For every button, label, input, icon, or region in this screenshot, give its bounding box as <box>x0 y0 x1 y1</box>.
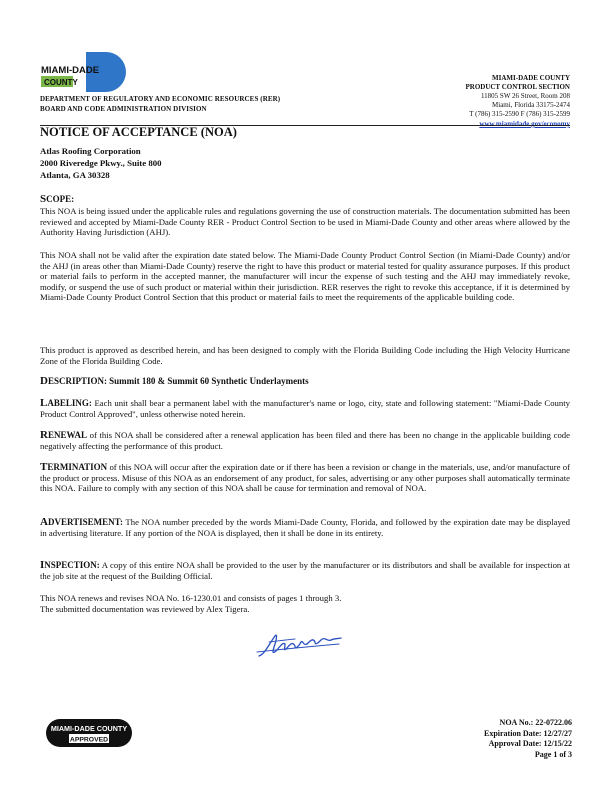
advertisement-text: The NOA number preceded by the words Miami-Dade County, Florida, and followed by the expiration date may be displayed in advertising literature. If any portion of the NOA is displayed, then it shall be done in its entirety. <box>40 517 571 538</box>
expiration-date: Expiration Date: 12/27/27 <box>484 728 572 738</box>
approval-date: Approval Date: 12/15/22 <box>488 739 572 748</box>
advertisement-section <box>40 517 570 538</box>
advertisement-heading-cap: A <box>40 516 48 528</box>
department-line-2: BOARD AND CODE ADMINISTRATION DIVISION <box>40 105 207 113</box>
termination-section <box>40 462 570 494</box>
closing-line-2: The submitted documentation was reviewed by Alex Tigera. <box>40 604 250 614</box>
labeling-heading: ABELING: <box>47 398 92 408</box>
renewal-section <box>40 430 570 451</box>
scope-paragraph-1: This NOA is being issued under the applicable rules and regulations governing the use of construction materials. The documentation submitted has been reviewed and accepted by Miami-Dade County RER - Product Control Section to be used in Miami-Dade County and other areas where allowed by the Authority Having Jurisdiction (AHJ). <box>40 206 570 238</box>
office-phone: T (786) 315-2590 F (786) 315-2599 <box>469 110 570 118</box>
description-heading: ESCRIPTION: <box>47 376 107 386</box>
scope-heading: SCOPE: <box>40 193 75 205</box>
noa-footer <box>400 718 572 760</box>
noa-number: NOA No.: 22-0722.06 <box>499 718 572 727</box>
page-title: NOTICE OF ACCEPTANCE (NOA) <box>40 125 237 139</box>
section-name: PRODUCT CONTROL SECTION <box>465 83 570 91</box>
termination-heading-cap: T <box>40 461 48 473</box>
scope-paragraph-2: This NOA shall not be valid after the expiration date stated below. The Miami-Dade County Product Control Section (in Miami-Dade County) and/or the AHJ (in areas other than Miami-Dade County) reserve the right to have this product or material tested for quality assurance purposes. If this product or material fails to perform in the accepted manner, the manufacturer will incur the expense of such testing and the AHJ may immediately revoke, modify, or suspend the use of such product or material within their jurisdiction. RER reserves the right to revoke this acceptance, if it is determined by Miami-Dade County Product Control Section that this product or material fails to meet the requirements of the applicable building code. <box>40 250 570 303</box>
reviewer-signature <box>255 630 345 664</box>
labeling-text: Each unit shall bear a permanent label with the manufacturer's name or logo, city, state and following statement: "Miami-Dade County Product Control Approved", unless otherwise noted herein. <box>40 398 571 419</box>
office-street: 11805 SW 26 Street, Room 208 <box>480 92 570 100</box>
inspection-section <box>40 560 570 581</box>
scope-paragraph-3: This product is approved as described herein, and has been designed to comply with the Florida Building Code including the High Velocity Hurricane Zone of the Florida Building Code. <box>40 345 570 366</box>
logo-text-line2: COUNTY <box>44 78 78 87</box>
office-contact-block <box>400 74 570 129</box>
termination-heading: ERMINATION <box>47 462 108 472</box>
office-city: Miami, Florida 33175-2474 <box>492 101 570 109</box>
inspection-heading-cap: I <box>40 559 45 571</box>
labeling-heading-cap: L <box>40 397 48 409</box>
addressee-street: 2000 Riveredge Pkwy., Suite 800 <box>40 158 162 168</box>
description-heading-cap: D <box>40 375 48 387</box>
advertisement-heading: DVERTISEMENT: <box>47 517 123 527</box>
addressee-city: Atlanta, GA 30328 <box>40 170 110 180</box>
badge-line-1: MIAMI-DADE COUNTY <box>50 724 128 733</box>
county-name: MIAMI-DADE COUNTY <box>492 74 570 82</box>
department-line-1: DEPARTMENT OF REGULATORY AND ECONOMIC RESOURCES (RER) <box>40 95 281 103</box>
addressee-block <box>40 145 162 181</box>
closing-line-1: This NOA renews and revises NOA No. 16-1230.01 and consists of pages 1 through 3. <box>40 593 342 603</box>
miami-dade-county-logo <box>40 50 126 92</box>
addressee-company: Atlas Roofing Corporation <box>40 146 141 156</box>
inspection-text: A copy of this entire NOA shall be provided to the user by the manufacturer or its distributors and shall be available for inspection at the job site at the request of the Building Official. <box>40 560 570 581</box>
description-text: Summit 180 & Summit 60 Synthetic Underlayments <box>109 376 309 386</box>
page-number: Page 1 of 3 <box>534 749 572 759</box>
renewal-heading: ENEWAL <box>47 430 87 440</box>
description-section <box>40 376 570 387</box>
labeling-section <box>40 398 570 419</box>
logo-text-line1: MIAMI-DADE <box>41 65 100 76</box>
renewal-text: of this NOA shall be considered after a renewal application has been filed and there has been no change in the applicable building code negatively affecting the performance of this product. <box>40 430 570 451</box>
inspection-heading: NSPECTION: <box>44 560 100 570</box>
termination-text: of this NOA will occur after the expiration date or if there has been a revision or change in the materials, use, and/or manufacture of the product or process. Misuse of this NOA as an endorsement of any product, for sales, advertising or any other purposes shall automatically terminate this NOA. Failure to comply with any section of this NOA shall be cause for termination and removal of NOA. <box>40 462 570 494</box>
website-link[interactable]: www.miamidade.gov/economy <box>479 120 570 128</box>
renewal-heading-cap: R <box>40 429 48 441</box>
badge-line-2: APPROVED <box>69 736 109 744</box>
county-approved-badge <box>45 718 133 748</box>
